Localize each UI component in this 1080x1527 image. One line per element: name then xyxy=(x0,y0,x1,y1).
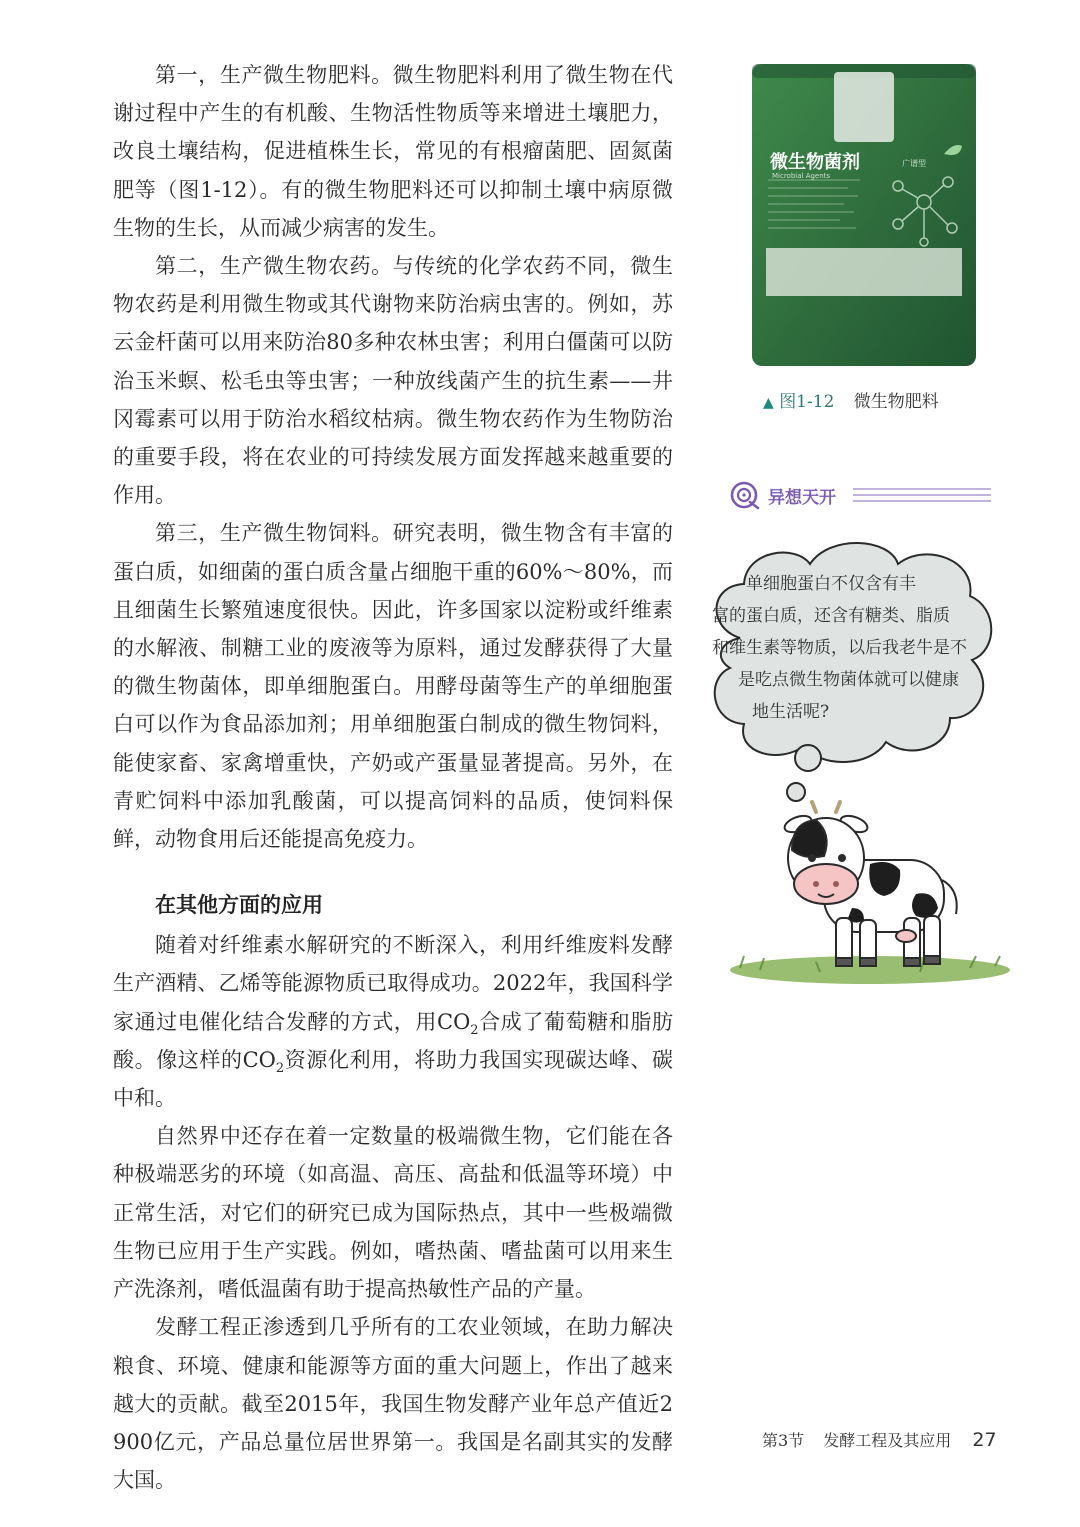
triangle-marker-icon: ▲ xyxy=(763,395,774,411)
paragraph-fertilizer: 第一，生产微生物肥料。微生物肥料利用了微生物在代谢过程中产生的有机酸、生物活性物质等来增进土壤肥力，改良土壤结构，促进植株生长，常见的有根瘤菌肥、固氮菌肥等（图1-12）。有的微生物肥料还可以抑制土壤中病原微生物的生长，从而减少病害的发生。 xyxy=(113,63,673,240)
microbial-agent-bag-image xyxy=(748,62,980,370)
page-footer xyxy=(762,1428,997,1451)
svg-text:微生物菌剂: 微生物菌剂 xyxy=(770,152,860,173)
svg-text:广谱型: 广谱型 xyxy=(902,159,926,168)
bag-window xyxy=(834,72,894,142)
paragraph-industry: 发酵工程正渗透到几乎所有的工农业领域，在助力解决粮食、环境、健康和能源等方面的重大问题上，作出了越来越大的贡献。截至2015年，我国生物发酵产业年总产值近2 900亿元，产品总量位居世界第一。我国是名副其实的发酵大国。 xyxy=(113,1315,673,1493)
thought-bubble-text xyxy=(712,568,984,728)
bubble-line: 单细胞蛋白不仅含有丰 xyxy=(746,574,916,594)
paragraph-cellulose: 随着对纤维素水解研究的不断深入，利用纤维废料发酵生产酒精、乙烯等能源物质已取得成功。2022年，我国科学家通过电催化结合发酵的方式，用$CO_2$合成了葡萄糖和脂肪酸。像这样的$CO_2$资源化利用，将助力我国实现碳达峰、碳中和。 xyxy=(113,933,673,1111)
figure-caption xyxy=(763,387,939,412)
svg-text:Microbial Agents: Microbial Agents xyxy=(772,172,831,180)
main-text-column xyxy=(113,56,673,1499)
paragraph-pesticide: 第二，生产微生物农药。与传统的化学农药不同，微生物农药是利用微生物或其代谢物来防治病虫害的。例如，苏云金杆菌可以用来防治80多种农林虫害；利用白僵菌可以防治玉米螟、松毛虫等虫害；一种放线菌产生的抗生素——井冈霉素可以用于防治水稻纹枯病。微生物农药作为生物防治的重要手段，将在农业的可持续发展方面发挥越来越重要的作用。 xyxy=(113,254,673,508)
footer-section: 第3节 xyxy=(762,1431,805,1450)
imagination-section-header xyxy=(728,478,992,514)
bubble-line: 富的蛋白质，还含有糖类、脂质 xyxy=(712,606,950,626)
swirl-icon xyxy=(728,478,762,512)
footer-title: 发酵工程及其应用 xyxy=(823,1431,952,1450)
figure-number: 图1-12 xyxy=(779,392,835,412)
figure-caption-text: 微生物肥料 xyxy=(853,392,939,412)
header-lines-decoration xyxy=(853,486,993,506)
bubble-line: 是吃点微生物菌体就可以健康 xyxy=(738,670,959,690)
paragraph-feed: 第三，生产微生物饲料。研究表明，微生物含有丰富的蛋白质，如细菌的蛋白质含量占细胞干重的60%～80%，而且细菌生长繁殖速度很快。因此，许多国家以淀粉或纤维素的水解液、制糖工业的废液等为原料，通过发酵获得了大量的微生物菌体，即单细胞蛋白。用酵母菌等生产的单细胞蛋白可以作为食品添加剂；用单细胞蛋白制成的微生物饲料，能使家畜、家禽增重快，产奶或产蛋量显著提高。另外，在青贮饲料中添加乳酸菌，可以提高饲料的品质，使饲料保鲜，动物食用后还能提高免疫力。 xyxy=(113,521,673,852)
page-number: 27 xyxy=(972,1429,997,1451)
paragraph-extremophiles: 自然界中还存在着一定数量的极端微生物，它们能在各种极端恶劣的环境（如高温、高压、高盐和低温等环境）中正常生活，对它们的研究已成为国际热点，其中一些极端微生物已应用于生产实践。例如，嗜热菌、嗜盐菌可以用来生产洗涤剂，嗜低温菌有助于提高热敏性产品的产量。 xyxy=(113,1124,673,1302)
section-title: 异想天开 xyxy=(768,488,836,508)
cartoon-cow-illustration xyxy=(720,800,1020,990)
section-heading-other-applications: 在其他方面的应用 xyxy=(155,893,323,918)
bubble-line: 和维生素等物质，以后我老牛是不 xyxy=(712,638,967,658)
bubble-line: 地生活呢? xyxy=(752,702,830,722)
